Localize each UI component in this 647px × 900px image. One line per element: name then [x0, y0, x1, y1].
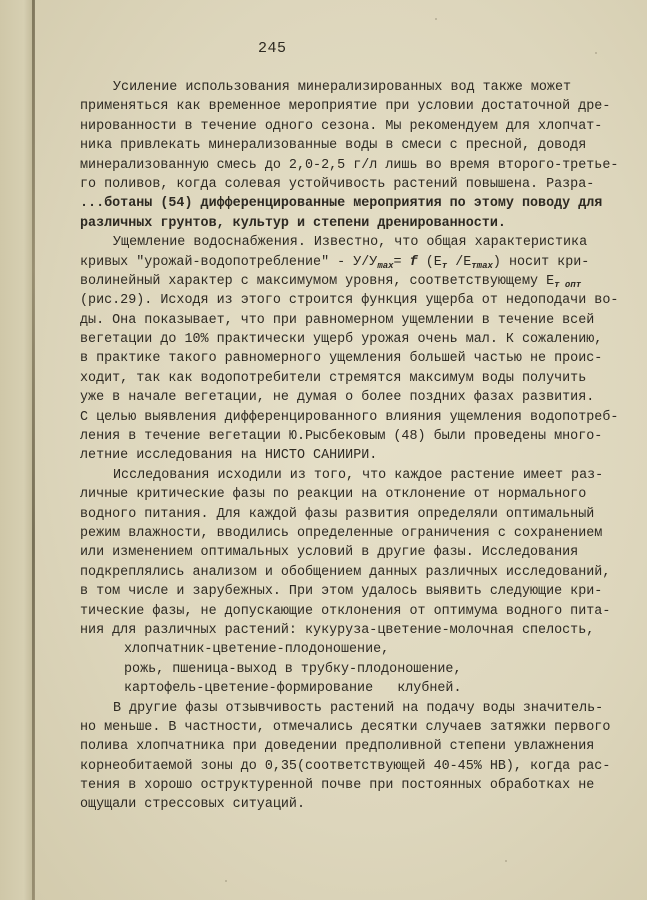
text-line: в том числе и зарубежных. При этом удалось выявить следующие кри- — [80, 584, 603, 600]
formula-arg: (Е — [417, 254, 442, 270]
symbol: Е — [546, 273, 555, 289]
text-line: подкреплялись анализом и обобщением данных различных исследований, — [80, 564, 611, 580]
text-fragment: носит кри- — [500, 254, 590, 270]
text-line: ды. Она показывает, что при равномерном ущемлении в течение всей — [80, 312, 595, 328]
body-text — [80, 78, 620, 815]
text-line: ощущали стрессовых ситуаций. — [80, 797, 305, 813]
formula — [353, 255, 501, 270]
text-line: ника привлекать минерализованные воды в смеси с пресной, доводя — [80, 138, 587, 154]
text-line: уже в начале вегетации, не думая о более поздних фазах развития. — [80, 390, 595, 406]
formula-sub: тmax — [471, 260, 493, 271]
text-line: но меньше. В частности, отмечались десятки случаев затяжки первого — [80, 719, 611, 735]
formula-arg: ) — [492, 254, 501, 270]
paragraph-3 — [80, 466, 620, 699]
text-line: или изменением оптимальных условий в другие фазы. Исследования — [80, 545, 579, 561]
text-line-with-symbol — [80, 272, 620, 291]
text-line: полива хлопчатника при доведении предполивной степени увлажнения — [80, 739, 595, 755]
paragraph-1 — [80, 78, 620, 233]
text-line: Ущемление водоснабжения. Известно, что общая характеристика — [113, 235, 588, 251]
text-line: го поливов, когда солевая устойчивость растений повышена. Разра- — [80, 176, 595, 192]
formula-eq: = — [393, 254, 410, 270]
text-line-with-formula — [80, 253, 620, 272]
text-line: Усиление использования минерализированных вод также может — [113, 80, 572, 95]
paragraph-2 — [80, 233, 620, 466]
text-line: различных грунтов, культур и степени дренированности. — [80, 215, 506, 231]
text-line: ления в течение вегетации Ю.Рысбековым (48) были проведены много- — [80, 429, 603, 445]
formula-lhs: У/У — [353, 254, 378, 270]
formula-sub: т — [441, 260, 448, 271]
facing-page-edge — [0, 0, 34, 900]
text-line: ходит, так как водопотребители стремятся максимум воды получить — [80, 370, 587, 386]
paragraph-4 — [80, 699, 620, 815]
text-line: Исследования исходили из того, что каждое растение имеет раз- — [113, 467, 604, 483]
text-line: вегетации до 10% практически ущерб урожая очень мал. К сожалению, — [80, 332, 603, 348]
page-number: 245 — [258, 40, 287, 57]
text-line: летние исследования на НИСТО САНИИРИ. — [80, 448, 378, 464]
text-line: водного питания. Для каждой фазы развития определяли оптимальный — [80, 506, 595, 522]
formula-sub: max — [377, 260, 394, 271]
text-line: тения в хорошо оструктуренной почве при постоянных обработках не — [80, 778, 595, 794]
list-item: картофель-цветение-формирование клубней. — [124, 681, 462, 697]
formula-function: f — [409, 254, 418, 270]
text-line: нированности в течение одного сезона. Мы рекомендуем для хлопчат- — [80, 118, 603, 134]
text-line: режим влажности, вводились определенные ограничения с сохранением — [80, 525, 603, 541]
list-item: хлопчатник-цветение-плодоношение, — [124, 642, 390, 658]
list-item: рожь, пшеница-выход в трубку-плодоношение, — [124, 661, 462, 677]
text-line: С целью выявления дифференцированного влияния ущемления водопотреб- — [80, 409, 619, 425]
text-fragment: кривых "урожай-водопотребление" - — [80, 254, 354, 270]
text-line: тические фазы, не допускающие отклонения от оптимума водного пита- — [80, 603, 611, 619]
text-line: ния для различных растений: кукуруза-цветение-молочная спелость, — [80, 622, 595, 638]
symbol-sub: т опт — [554, 279, 582, 290]
text-line: в практике такого равномерного ущемления большей частью не проис- — [80, 351, 603, 367]
text-line: применяться как временное мероприятие при условии достаточной дре- — [80, 99, 611, 115]
formula-arg: /Е — [447, 254, 472, 270]
text-fragment: волинейный характер с максимумом уровня, соответствующему — [80, 273, 547, 289]
text-line: ...ботаны (54) дифференцированные мероприятия по этому поводу для — [80, 196, 603, 212]
text-line: корнеобитаемой зоны до 0,35(соответствующей 40-45% НВ), когда рас- — [80, 758, 611, 774]
text-line: (рис.29). Исходя из этого строится функция ущерба от недоподачи во- — [80, 293, 619, 309]
text-line: личные критические фазы по реакции на отклонение от нормального — [80, 487, 587, 503]
text-line: минерализованную смесь до 2,0-2,5 г/л лишь во время второго-третье- — [80, 157, 619, 173]
text-line: В другие фазы отзывчивость растений на подачу воды значитель- — [113, 700, 604, 716]
